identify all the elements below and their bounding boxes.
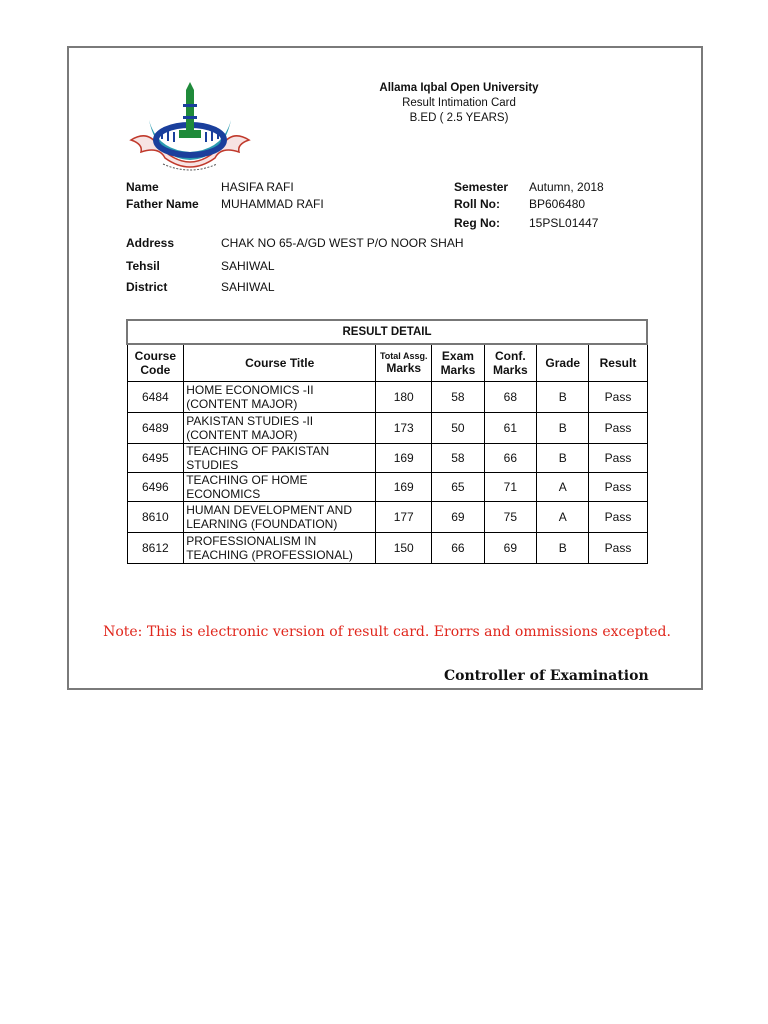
course-code: 8612 <box>127 533 184 564</box>
semester-label: Semester <box>454 180 509 194</box>
grade: A <box>537 473 589 502</box>
exam-marks: 50 <box>432 413 484 444</box>
assg-marks: 177 <box>376 502 432 533</box>
father-name-value: MUHAMMAD RAFI <box>221 197 324 211</box>
address-value: CHAK NO 65-A/GD WEST P/O NOOR SHAH <box>221 236 464 250</box>
exam-marks: 66 <box>432 533 484 564</box>
col-course-code-line2: Code <box>140 363 171 377</box>
course-code: 6495 <box>127 444 184 473</box>
controller-signature: Controller of Examination <box>444 668 649 684</box>
table-row <box>127 473 647 502</box>
grade: B <box>537 413 589 444</box>
col-course-code-line1: Course <box>134 349 177 363</box>
exam-marks: 58 <box>432 444 484 473</box>
result-status: Pass <box>589 413 647 444</box>
university-name: Allama Iqbal Open University <box>379 82 539 94</box>
result-detail-table <box>126 319 648 564</box>
course-code: 6496 <box>127 473 184 502</box>
table-row <box>127 444 647 473</box>
col-exam-line2: Marks <box>440 363 476 377</box>
assg-marks: 150 <box>376 533 432 564</box>
col-result: Result <box>589 344 647 382</box>
table-row <box>127 502 647 533</box>
table-row <box>127 382 647 413</box>
col-total-assg-marks <box>376 344 432 382</box>
col-exam-marks <box>432 344 484 382</box>
col-conf-line2: Marks <box>492 363 528 377</box>
conf-marks: 71 <box>484 473 536 502</box>
col-conf-marks <box>484 344 536 382</box>
exam-marks: 69 <box>432 502 484 533</box>
result-status: Pass <box>589 533 647 564</box>
course-title: TEACHING OF HOME ECONOMICS <box>184 473 376 502</box>
course-title: HOME ECONOMICS -II (CONTENT MAJOR) <box>184 382 376 413</box>
assg-marks: 173 <box>376 413 432 444</box>
program-name: B.ED ( 2.5 YEARS) <box>409 112 509 124</box>
reg-no-value: 15PSL01447 <box>529 216 599 230</box>
col-total-assg-label: Total Assg. <box>379 351 428 361</box>
conf-marks: 66 <box>484 444 536 473</box>
conf-marks: 61 <box>484 413 536 444</box>
col-course-title: Course Title <box>184 344 376 382</box>
result-status: Pass <box>589 473 647 502</box>
course-code: 8610 <box>127 502 184 533</box>
grade: B <box>537 533 589 564</box>
result-detail-caption: RESULT DETAIL <box>127 320 647 344</box>
col-course-code <box>127 344 184 382</box>
col-exam-line1: Exam <box>441 349 474 363</box>
card-header <box>359 81 559 126</box>
course-code: 6484 <box>127 382 184 413</box>
reg-no-label: Reg No: <box>454 216 500 230</box>
disclaimer-note: Note: This is electronic version of result card. Erorrs and ommissions excepted. <box>103 624 671 640</box>
university-logo <box>127 80 253 178</box>
assg-marks: 169 <box>376 444 432 473</box>
father-name-label: Father Name <box>126 197 199 211</box>
result-status: Pass <box>589 382 647 413</box>
course-title: HUMAN DEVELOPMENT AND LEARNING (FOUNDATION) <box>184 502 376 533</box>
district-label: District <box>126 280 168 294</box>
tehsil-label: Tehsil <box>126 259 160 273</box>
grade: A <box>537 502 589 533</box>
course-title: PROFESSIONALISM IN TEACHING (PROFESSIONAL) <box>184 533 376 564</box>
col-conf-line1: Conf. <box>495 349 526 363</box>
assg-marks: 169 <box>376 473 432 502</box>
roll-no-value: BP606480 <box>529 197 586 211</box>
conf-marks: 68 <box>484 382 536 413</box>
course-code: 6489 <box>127 413 184 444</box>
district-value: SAHIWAL <box>221 280 275 294</box>
tehsil-value: SAHIWAL <box>221 259 275 273</box>
table-row <box>127 533 647 564</box>
roll-no-label: Roll No: <box>454 197 500 211</box>
conf-marks: 75 <box>484 502 536 533</box>
result-status: Pass <box>589 444 647 473</box>
name-value: HASIFA RAFI <box>221 180 294 194</box>
course-title: PAKISTAN STUDIES -II (CONTENT MAJOR) <box>184 413 376 444</box>
name-label: Name <box>126 180 159 194</box>
assg-marks: 180 <box>376 382 432 413</box>
result-card <box>67 46 703 690</box>
address-label: Address <box>126 236 175 250</box>
col-total-assg-marks-label: Marks <box>386 361 422 375</box>
conf-marks: 69 <box>484 533 536 564</box>
grade: B <box>537 444 589 473</box>
result-status: Pass <box>589 502 647 533</box>
card-title: Result Intimation Card <box>402 97 516 109</box>
exam-marks: 65 <box>432 473 484 502</box>
grade: B <box>537 382 589 413</box>
exam-marks: 58 <box>432 382 484 413</box>
table-row <box>127 413 647 444</box>
semester-value: Autumn, 2018 <box>529 180 604 194</box>
col-grade: Grade <box>537 344 589 382</box>
course-title: TEACHING OF PAKISTAN STUDIES <box>184 444 376 473</box>
